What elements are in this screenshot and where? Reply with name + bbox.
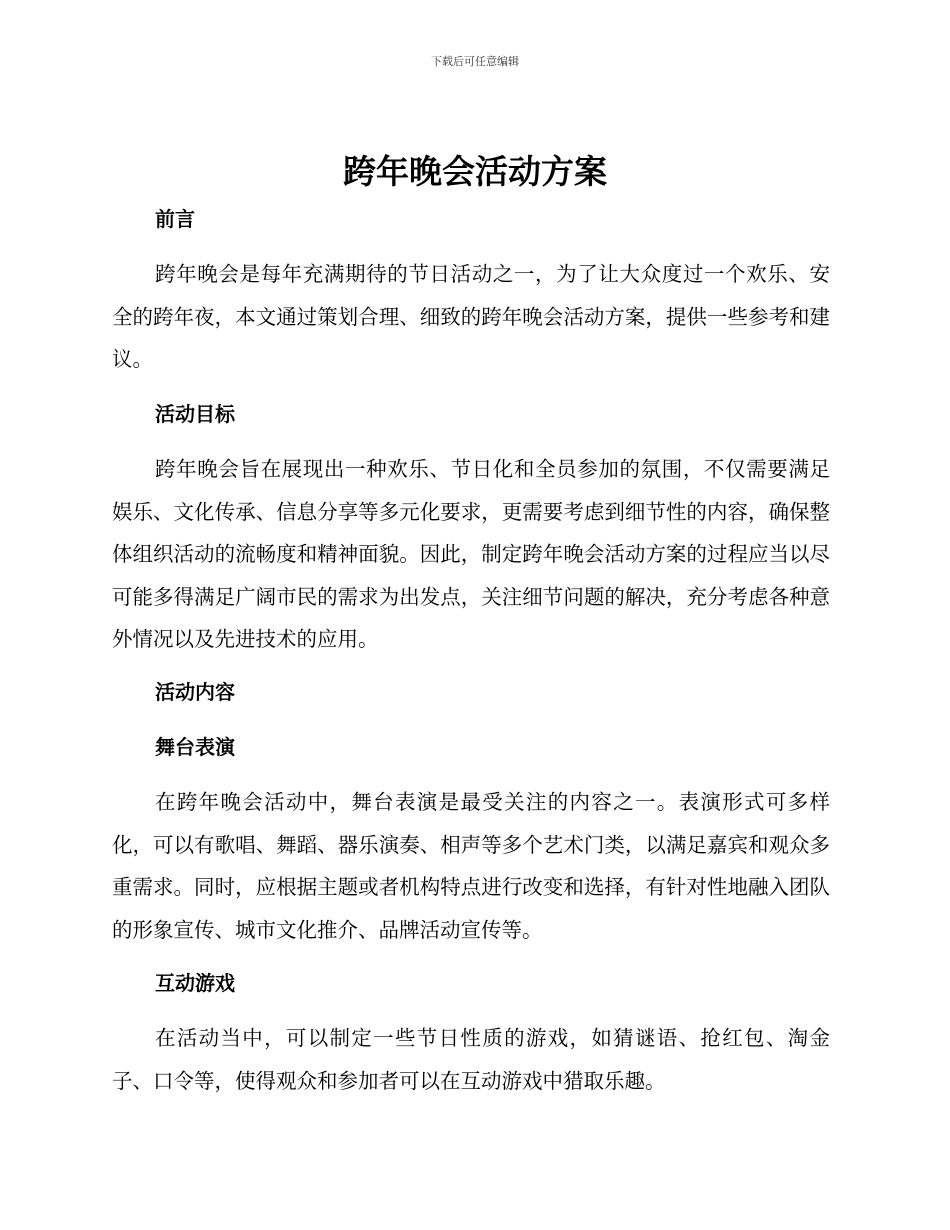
paragraph-interactive-games: 在活动当中，可以制定一些节日性质的游戏，如猜谜语、抢红包、淘金子、口令等，使得观众和参加者可以在互动游戏中猎取乐趣。 <box>112 1026 830 1093</box>
paragraph-stage-performance: 在跨年晚会活动中，舞台表演是最受关注的内容之一。表演形式可多样化，可以有歌唱、舞蹈、器乐演奏、相声等多个艺术门类，以满足嘉宾和观众多重需求。同时，应根据主题或者机构特点进行改变和选择，有针对性地融入团队的形象宣传、城市文化推介、品牌活动宣传等。 <box>112 790 830 942</box>
heading-content: 活动内容 <box>155 680 235 704</box>
heading-goals: 活动目标 <box>155 402 235 426</box>
document-title: 跨年晚会活动方案 <box>343 152 607 191</box>
heading-preface: 前言 <box>155 207 195 231</box>
paragraph-goals: 跨年晚会旨在展现出一种欢乐、节日化和全员参加的氛围，不仅需要满足娱乐、文化传承、信息分享等多元化要求，更需要考虑到细节性的内容，确保整体组织活动的流畅度和精神面貌。因此，制定跨年晚会活动方案的过程应当以尽可能多得满足广阔市民的需求为出发点，关注细节问题的解决，充分考虑各种意外情况以及先进技术的应用。 <box>112 457 830 651</box>
header-note: 下载后可任意编辑 <box>431 55 519 68</box>
heading-interactive-games: 互动游戏 <box>155 971 235 995</box>
heading-stage-performance: 舞台表演 <box>155 735 235 759</box>
paragraph-preface: 跨年晚会是每年充满期待的节日活动之一，为了让大众度过一个欢乐、安全的跨年夜，本文通过策划合理、细致的跨年晚会活动方案，提供一些参考和建议。 <box>112 262 830 371</box>
